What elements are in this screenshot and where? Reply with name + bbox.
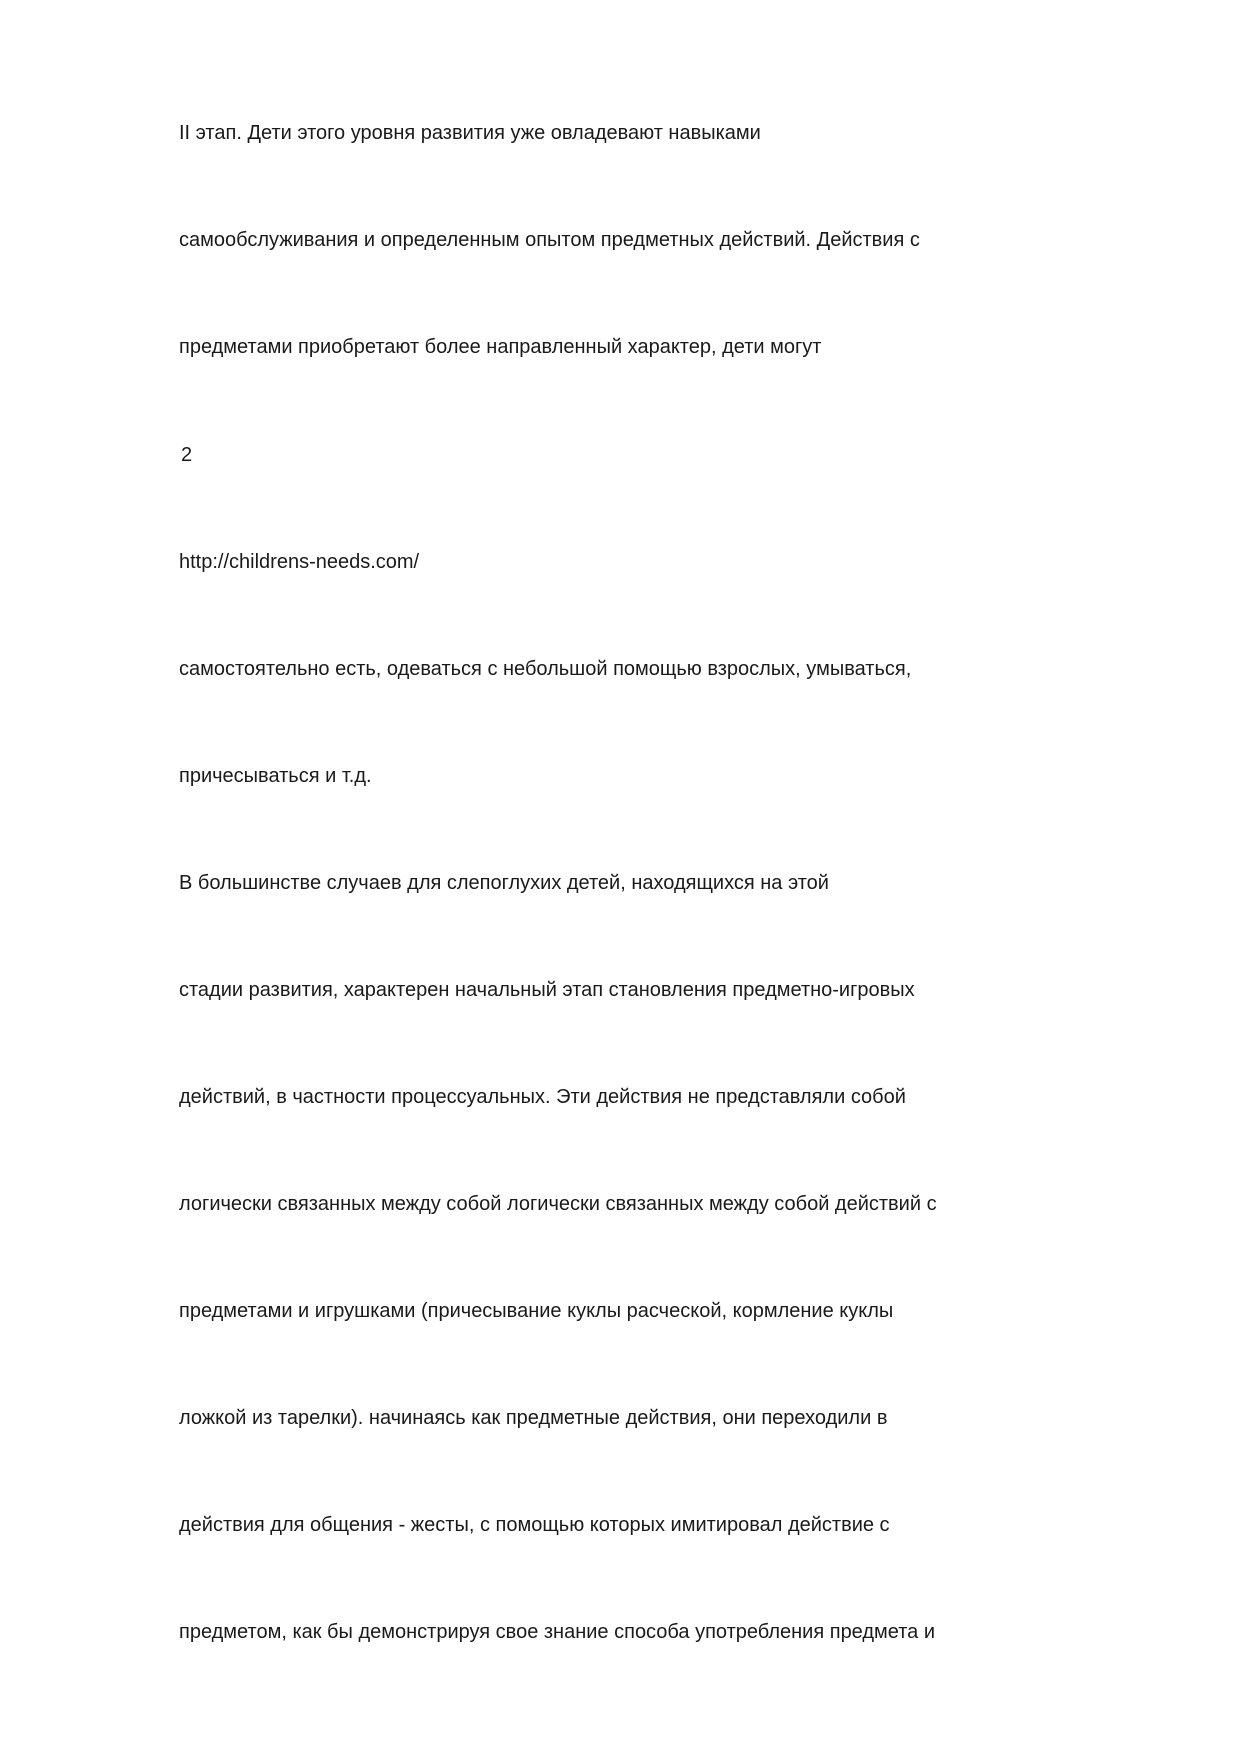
text-line: II этап. Дети этого уровня развития уже овладевают навыками (179, 122, 761, 144)
text-line: предметом, как бы демонстрируя свое знание способа употребления предмета и (179, 1621, 936, 1643)
text-line: В большинстве случаев для слепоглухих детей, находящихся на этой (179, 872, 829, 894)
text-line: действия для общения - жесты, с помощью которых имитировал действие с (179, 1514, 890, 1536)
text-line: стадии развития, характерен начальный этап становления предметно-игровых (179, 979, 915, 1001)
text-line: самообслуживания и определенным опытом предметных действий. Действия с (179, 229, 920, 251)
footnote-number: 2 (181, 444, 193, 466)
text-line: предметами приобретают более направленный характер, дети могут (179, 336, 822, 358)
footnote-url: http://childrens-needs.com/ (179, 551, 420, 573)
text-line: логически связанных между собой логически связанных между собой действий с (179, 1193, 937, 1215)
text-line: ложкой из тарелки). начинаясь как предметные действия, они переходили в (179, 1407, 888, 1429)
text-line: действий, в частности процессуальных. Эти действия не представляли собой (179, 1086, 906, 1108)
text-line: предметами и игрушками (причесывание куклы расческой, кормление куклы (179, 1300, 894, 1322)
text-line: причесываться и т.д. (179, 765, 372, 787)
text-line: самостоятельно есть, одеваться с небольшой помощью взрослых, умываться, (179, 658, 912, 680)
